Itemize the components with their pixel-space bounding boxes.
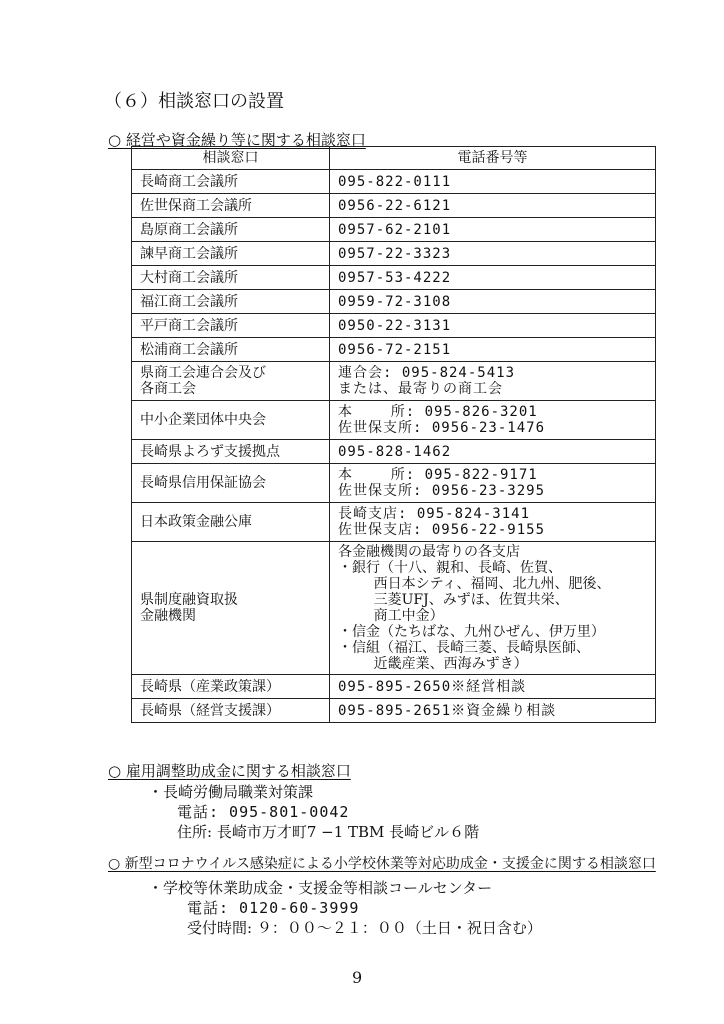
labor-bureau-office: ・長崎労働局職業対策課 <box>148 783 314 801</box>
desk-name: 佐世保商工会議所 <box>132 194 330 218</box>
desk-phone: 0957-53-4222 <box>330 266 656 290</box>
desk-phone: 0956-72-2151 <box>330 338 656 362</box>
call-center-hours: 受付時間: ９：００〜２１：００（土日・祝日含む） <box>187 919 542 937</box>
desk-name: 県制度融資取扱 金融機関 <box>132 542 330 675</box>
call-center-name: ・学校等休業助成金・支援金等相談コールセンター <box>148 879 493 897</box>
desk-phone: 095-828-1462 <box>330 440 656 464</box>
labor-bureau-address: 住所: 長崎市万才町7 −1 TBM 長崎ビル６階 <box>177 823 480 841</box>
table-row <box>132 675 656 699</box>
table-row <box>132 362 656 401</box>
desk-phone: 本 所: 095-826-3201 佐世保支所: 0956-23-1476 <box>330 401 656 440</box>
table-row <box>132 242 656 266</box>
table-row <box>132 314 656 338</box>
desk-name: 長崎県よろず支援拠点 <box>132 440 330 464</box>
call-center-phone: 電話: 0120-60-3999 <box>187 899 360 917</box>
desk-name: 長崎商工会議所 <box>132 170 330 194</box>
table-row <box>132 170 656 194</box>
desk-phone: 095-822-0111 <box>330 170 656 194</box>
table-row <box>132 464 656 503</box>
table-row <box>132 290 656 314</box>
desk-phone: 連合会: 095-824-5413 または、最寄りの商工会 <box>330 362 656 401</box>
table-row <box>132 338 656 362</box>
desk-name: 長崎県（産業政策課） <box>132 675 330 699</box>
desk-name: 日本政策金融公庫 <box>132 503 330 542</box>
desk-phone: 0957-62-2101 <box>330 218 656 242</box>
school-closure-subsidy-title: ○ 新型コロナウイルス感染症による小学校休業等対応助成金・支援金に関する相談窓口 <box>108 856 656 872</box>
desk-phone: 各金融機関の最寄りの各支店 ・銀行（十八、親和、長崎、佐賀、 西日本シティ、福岡、北九州、肥後、 三菱UFJ、みずほ、佐賀共栄、 商工中金） ・信金（たちばな、九州ひぜん、伊万里） ・信組（福江、長崎三菱、長崎県医師、 近畿産業、西海みずき） <box>330 542 656 675</box>
table-row <box>132 401 656 440</box>
employment-subsidy-title: ○ 雇用調整助成金に関する相談窓口 <box>108 762 351 780</box>
desk-phone: 095-895-2650※経営相談 <box>330 675 656 699</box>
desk-name: 島原商工会議所 <box>132 218 330 242</box>
labor-bureau-phone: 電話: 095-801-0042 <box>177 803 350 821</box>
table-row <box>132 218 656 242</box>
desk-phone: 0956-22-6121 <box>330 194 656 218</box>
column-header-phone: 電話番号等 <box>330 147 656 170</box>
desk-phone: 長崎支店: 095-824-3141 佐世保支店: 0956-22-9155 <box>330 503 656 542</box>
desk-name: 長崎県信用保証協会 <box>132 464 330 503</box>
desk-phone: 本 所: 095-822-9171 佐世保支所: 0956-23-3295 <box>330 464 656 503</box>
consultation-table <box>131 146 656 723</box>
table-row <box>132 194 656 218</box>
table-row <box>132 440 656 464</box>
table-row <box>132 542 656 675</box>
desk-name: 県商工会連合会及び 各商工会 <box>132 362 330 401</box>
desk-name: 松浦商工会議所 <box>132 338 330 362</box>
desk-name: 諫早商工会議所 <box>132 242 330 266</box>
column-header-desk: 相談窓口 <box>132 147 330 170</box>
table-row <box>132 699 656 723</box>
desk-phone: 0950-22-3131 <box>330 314 656 338</box>
page-number: 9 <box>352 968 363 987</box>
table-row <box>132 266 656 290</box>
desk-name: 平戸商工会議所 <box>132 314 330 338</box>
business-consultation-title: ○ 経営や資金繰り等に関する相談窓口 <box>108 131 366 149</box>
desk-name: 大村商工会議所 <box>132 266 330 290</box>
desk-name: 長崎県（経営支援課） <box>132 699 330 723</box>
table-row <box>132 503 656 542</box>
section-heading: （６）相談窓口の設置 <box>104 91 284 112</box>
desk-name: 福江商工会議所 <box>132 290 330 314</box>
desk-phone: 095-895-2651※資金繰り相談 <box>330 699 656 723</box>
desk-phone: 0957-22-3323 <box>330 242 656 266</box>
desk-phone: 0959-72-3108 <box>330 290 656 314</box>
desk-name: 中小企業団体中央会 <box>132 401 330 440</box>
